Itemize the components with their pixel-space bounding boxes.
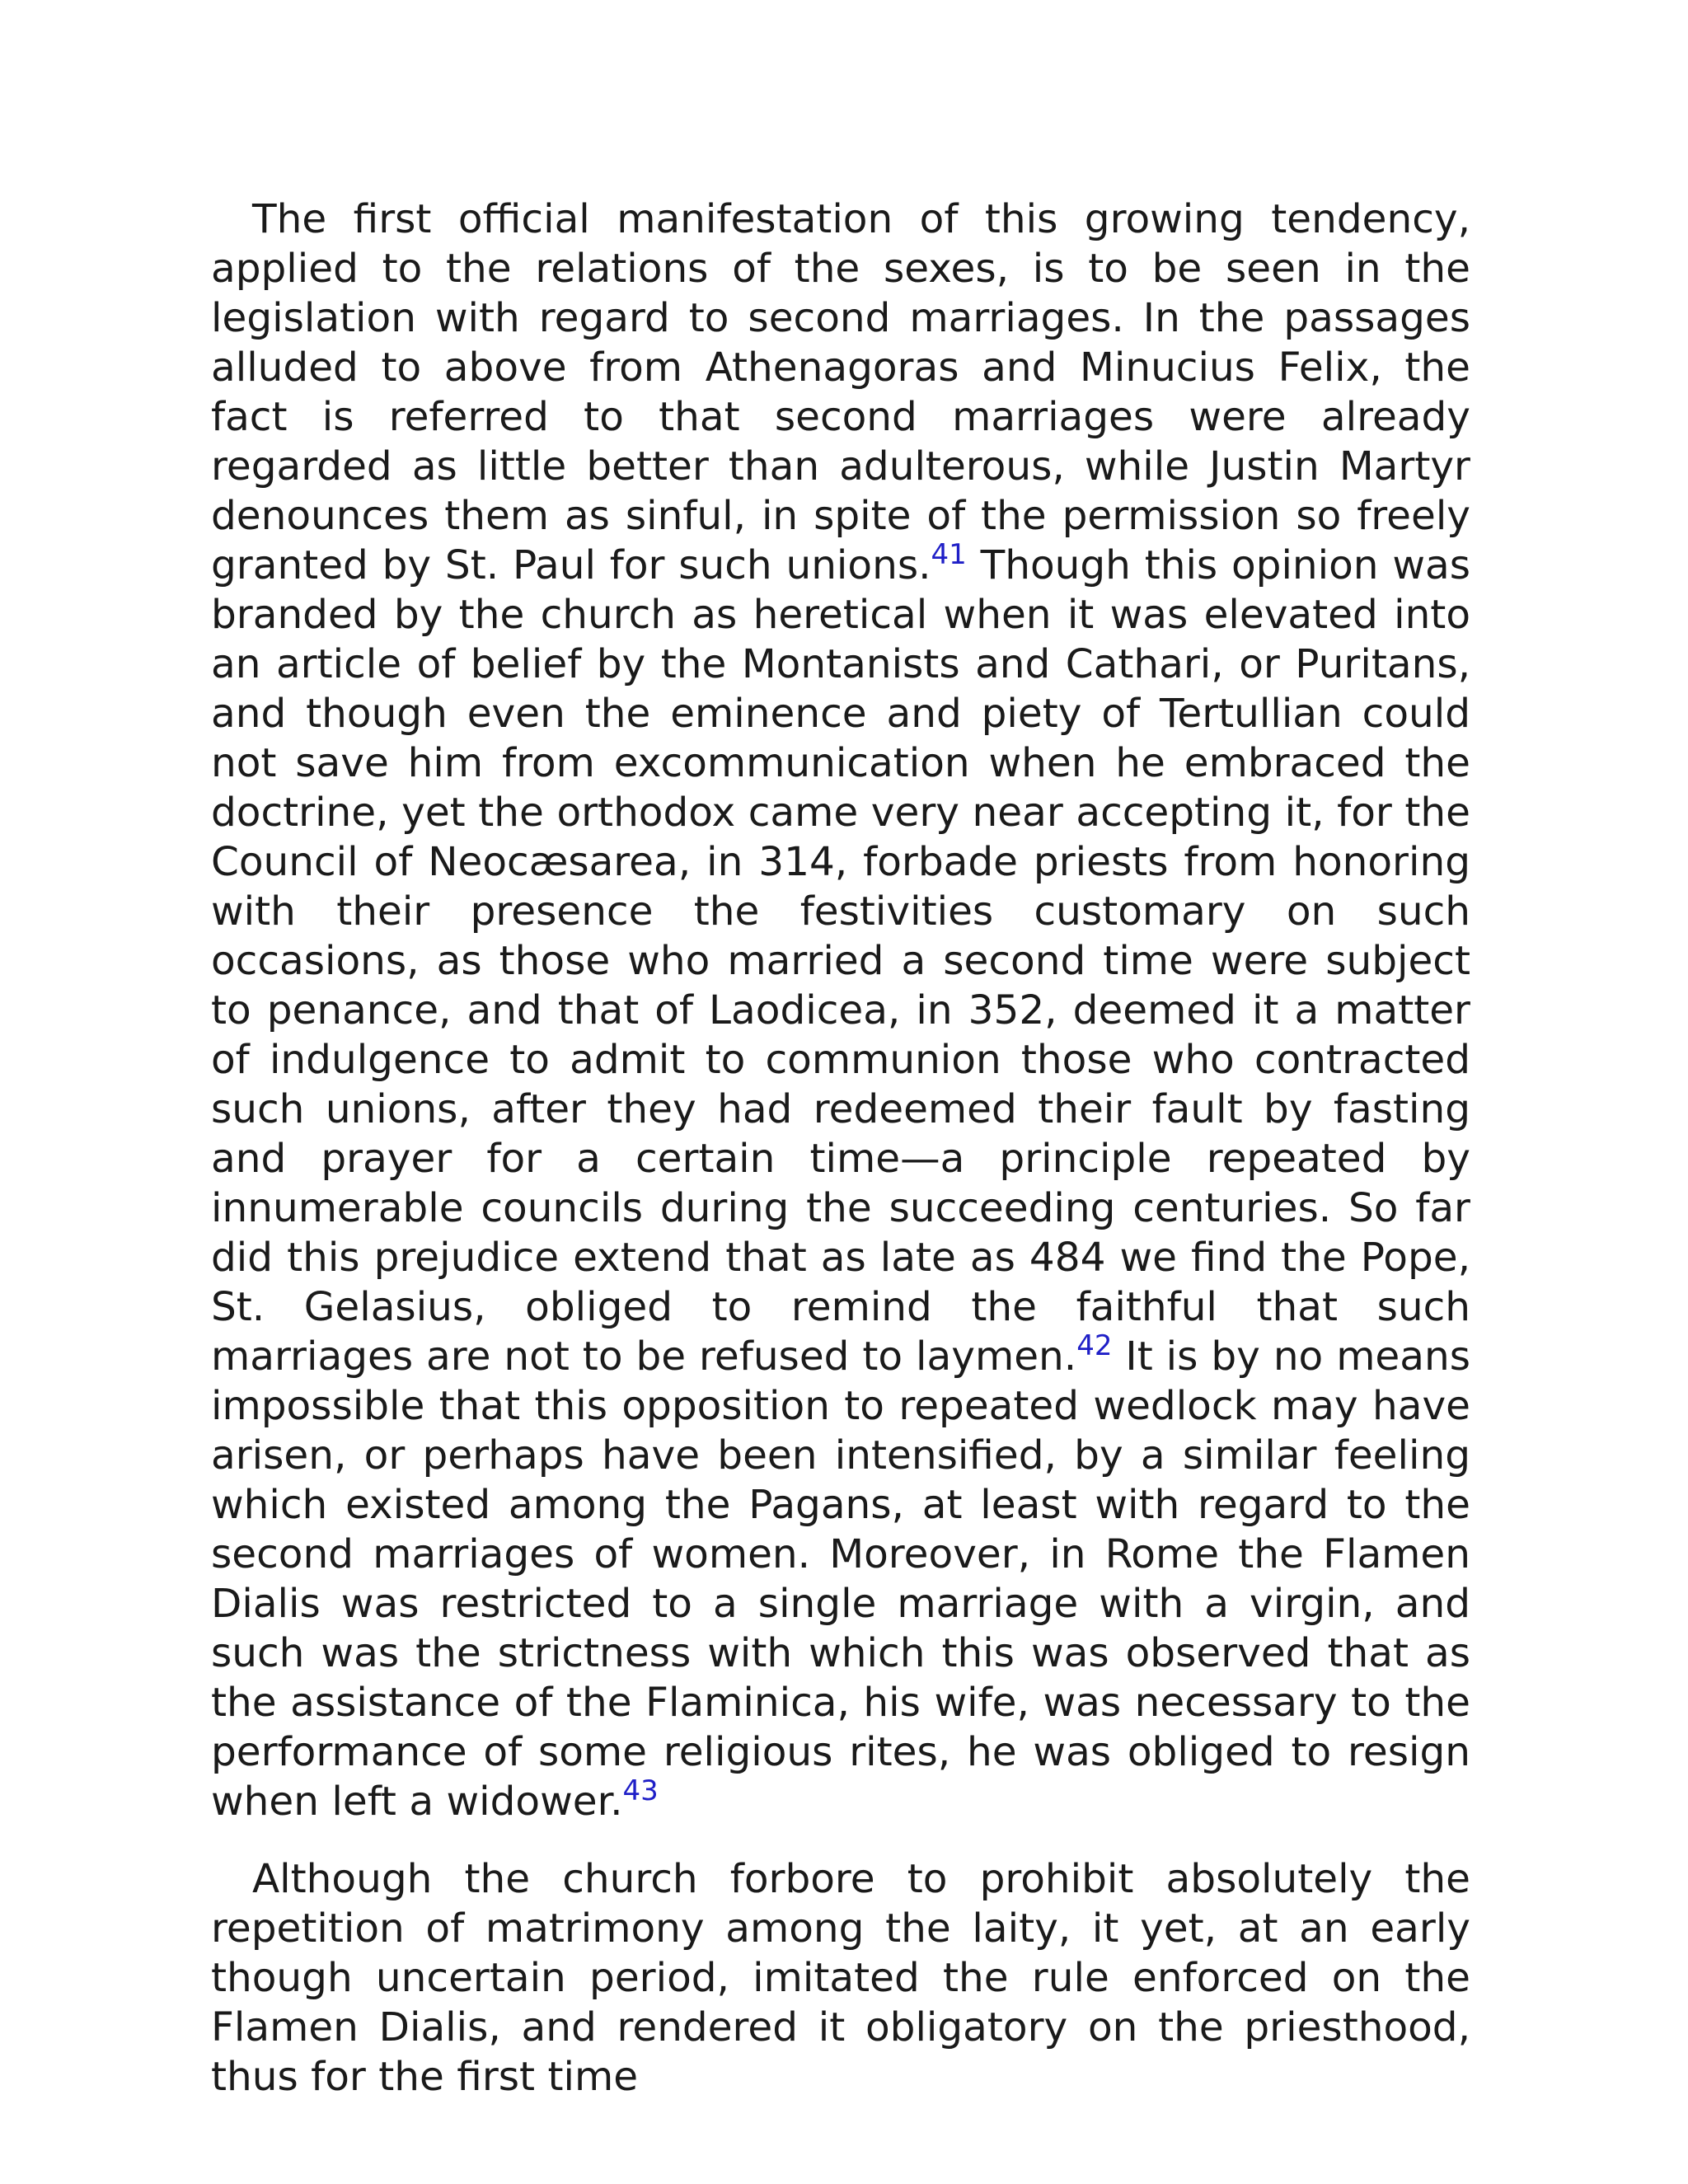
footnote-link-41[interactable]: 41 bbox=[931, 538, 967, 571]
paragraph-text: The first official manifestation of this growing tendency, applied to the relations of the sexes, is to be seen in the legislation with regard to second marriages. In the passages alluded to above from Athenagoras and Minucius Felix, the fact is referred to that second marriages were already regarded as little better than adulterous, while Justin Martyr denounces them as sinful, in spite of the permission so freely granted by St. Paul for such unions. bbox=[211, 196, 1470, 588]
document-page bbox=[211, 194, 1470, 2102]
paragraph-text: It is by no means impossible that this opposition to repeated wedlock may have arisen, or perhaps have been intensified, by a similar feeling which existed among the Pagans, at least with regard to the second marriages of women. Moreover, in Rome the Flamen Dialis was restricted to a single marriage with a virgin, and such was the strictness with which this was observed that as the assistance of the Flaminica, his wife, was necessary to the performance of some religious rites, he was obliged to resign when left a widower. bbox=[211, 1333, 1471, 1825]
paragraph-text: Although the church forbore to prohibit absolutely the repetition of matrimony among the laity, it yet, at an early though uncertain period, imitated the rule enforced on the Flamen Dialis, and rendered it obligatory on the priesthood, thus for the first time bbox=[211, 1856, 1470, 2100]
footnote-link-43[interactable]: 43 bbox=[622, 1774, 659, 1807]
paragraph-priesthood-rule bbox=[211, 1854, 1470, 2102]
paragraph-second-marriages bbox=[211, 194, 1470, 1826]
footnote-link-42[interactable]: 42 bbox=[1076, 1329, 1113, 1362]
paragraph-text: Though this opinion was branded by the church as heretical when it was elevated into an article of belief by the Montanists and Cathari, or Puritans, and though even the eminence and piety of Tertullian could not save him from excommunication when he embraced the doctrine, yet the orthodox came very near accepting it, for the Council of Neocæsarea, in 314, forbade priests from honoring with their presence the festivities customary on such occasions, as those who married a second time were subject to penance, and that of Laodicea, in 352, deemed it a matter of indulgence to admit to communion those who contracted such unions, after they had redeemed their fault by fasting and prayer for a certain time—a principle repeated by innumerable councils during the succeeding centuries. So far did this prejudice extend that as late as 484 we find the Pope, St. Gelasius, obliged to remind the faithful that such marriages are not to be refused to laymen. bbox=[211, 542, 1471, 1380]
